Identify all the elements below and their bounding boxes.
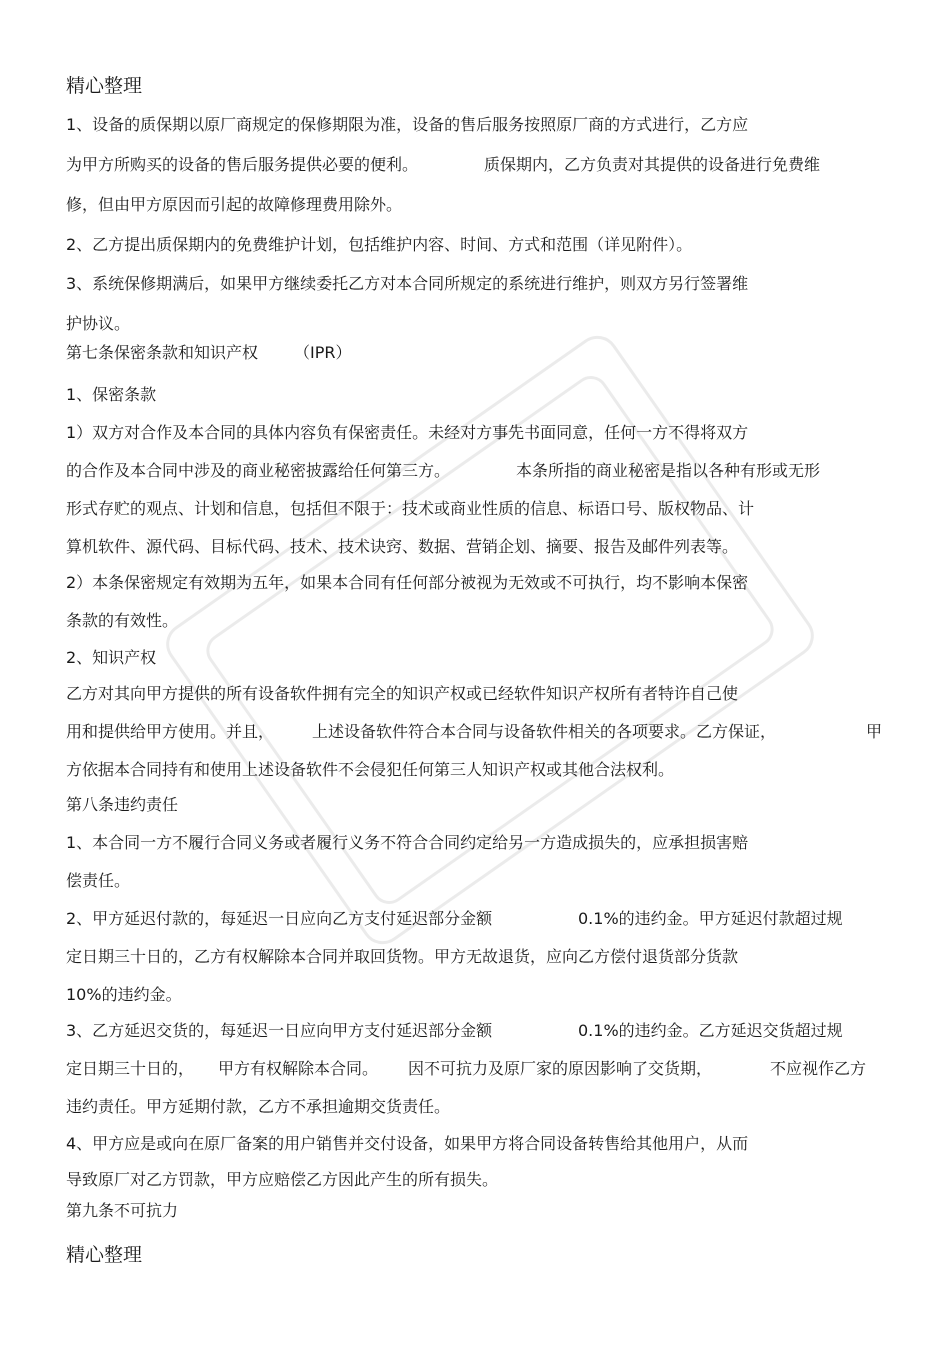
text-line: 定日期三十日的， <box>66 1059 195 1078</box>
text-line: 条款的有效性。 <box>66 611 179 630</box>
text-line: 0.1%的违约金。甲方延迟付款超过规 <box>578 909 843 928</box>
text-line: 1）双方对合作及本合同的具体内容负有保密责任。未经对方事先书面同意，任何一方不得将双方 <box>66 423 749 442</box>
section-heading-suffix: （IPR） <box>294 343 352 362</box>
text-line: 上述设备软件符合本合同与设备软件相关的各项要求。乙方保证， <box>312 722 777 741</box>
text-line: 导致原厂对乙方罚款，甲方应赔偿乙方因此产生的所有损失。 <box>66 1170 499 1189</box>
text-line: 护协议。 <box>66 314 131 333</box>
text-line: 4、甲方应是或向在原厂备案的用户销售并交付设备，如果甲方将合同设备转售给其他用户，从而 <box>66 1134 749 1153</box>
text-line: 本条所指的商业秘密是指以各种有形或无形 <box>516 461 821 480</box>
section-heading: 第七条保密条款和知识产权 <box>66 343 259 362</box>
text-line: 不应视作乙方 <box>770 1059 867 1078</box>
subsection-heading: 2、知识产权 <box>66 648 157 667</box>
text-line: 为甲方所购买的设备的售后服务提供必要的便利。 <box>66 155 419 174</box>
page-header: 精心整理 <box>66 75 143 97</box>
section-heading: 第八条违约责任 <box>66 795 179 814</box>
text-line: 形式存贮的观点、计划和信息，包括但不限于：技术或商业性质的信息、标语口号、版权物品、计 <box>66 499 755 518</box>
text-line: 定日期三十日的，乙方有权解除本合同并取回货物。甲方无故退货，应向乙方偿付退货部分货款 <box>66 947 739 966</box>
text-line: 算机软件、源代码、目标代码、技术、技术诀窍、数据、营销企划、摘要、报告及邮件列表等。 <box>66 537 739 556</box>
text-line: 乙方对其向甲方提供的所有设备软件拥有完全的知识产权或已经软件知识产权所有者特许自己使 <box>66 684 739 703</box>
section-heading: 第九条不可抗力 <box>66 1201 179 1220</box>
page-footer: 精心整理 <box>66 1244 143 1266</box>
text-line: 方依据本合同持有和使用上述设备软件不会侵犯任何第三人知识产权或其他合法权利。 <box>66 760 675 779</box>
text-line: 偿责任。 <box>66 871 131 890</box>
text-line: 修，但由甲方原因而引起的故障修理费用除外。 <box>66 195 403 214</box>
text-line: 2、甲方延迟付款的，每延迟一日应向乙方支付延迟部分金额 <box>66 909 493 928</box>
text-line: 甲 <box>866 722 883 741</box>
text-line: 2）本条保密规定有效期为五年，如果本合同有任何部分被视为无效或不可执行，均不影响本保密 <box>66 573 749 592</box>
text-line: 1、设备的质保期以原厂商规定的保修期限为准，设备的售后服务按照原厂商的方式进行，乙方应 <box>66 115 749 134</box>
text-line: 的合作及本合同中涉及的商业秘密披露给任何第三方。 <box>66 461 451 480</box>
text-line: 违约责任。甲方延期付款，乙方不承担逾期交货责任。 <box>66 1097 451 1116</box>
text-line: 质保期内，乙方负责对其提供的设备进行免费维 <box>484 155 821 174</box>
subsection-heading: 1、保密条款 <box>66 385 157 404</box>
text-line: 2、乙方提出质保期内的免费维护计划，包括维护内容、时间、方式和范围（详见附件）。 <box>66 235 693 254</box>
text-line: 0.1%的违约金。乙方延迟交货超过规 <box>578 1021 843 1040</box>
text-line: 因不可抗力及原厂家的原因影响了交货期， <box>408 1059 713 1078</box>
text-line: 1、本合同一方不履行合同义务或者履行义务不符合合同约定给另一方造成损失的，应承担损害赔 <box>66 833 749 852</box>
text-line: 甲方有权解除本合同。 <box>218 1059 379 1078</box>
text-line: 3、乙方延迟交货的，每延迟一日应向甲方支付延迟部分金额 <box>66 1021 493 1040</box>
text-line: 3、系统保修期满后，如果甲方继续委托乙方对本合同所规定的系统进行维护，则双方另行签署维 <box>66 274 749 293</box>
text-line: 用和提供给甲方使用。并且， <box>66 722 275 741</box>
text-line: 10%的违约金。 <box>66 985 182 1004</box>
